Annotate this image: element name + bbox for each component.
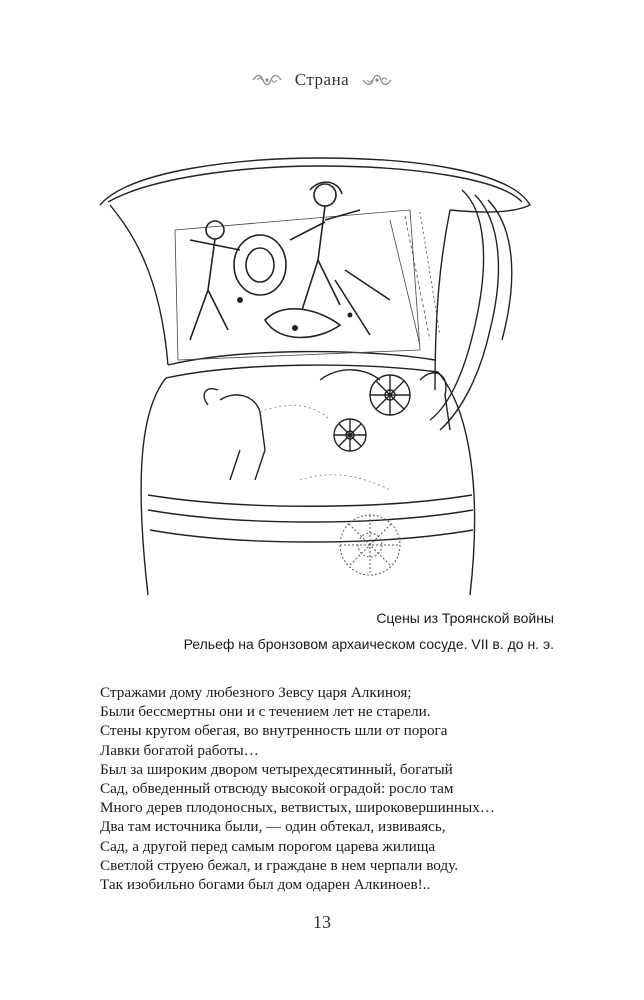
figure-caption-title: Сцены из Троянской войны xyxy=(376,610,554,626)
ornament-right-icon xyxy=(361,73,393,87)
poem-line: Так изобильно богами был дом одарен Алкиноев!.. xyxy=(100,876,431,894)
poem-line: Был за широким двором четырехдесятинный, богатый xyxy=(100,760,453,778)
figure-caption-subtitle: Рельеф на бронзовом архаическом сосуде. VII в. до н. э. xyxy=(183,636,554,652)
poem-line: Лавки богатой работы… xyxy=(100,741,259,759)
page-title: Страна xyxy=(294,70,350,89)
poem-block xyxy=(100,683,560,894)
running-header xyxy=(0,70,644,90)
page-number: 13 xyxy=(313,912,331,932)
poem-line: Были бессмертны они и с течением лет не старели. xyxy=(100,703,431,721)
poem-line: Стражами дому любезного Зевсу царя Алкиноя; xyxy=(100,684,412,701)
poem-line: Много дерев плодоносных, ветвистых, широковершинных… xyxy=(100,799,495,817)
poem-line: Сад, а другой перед самым порогом царева жилища xyxy=(100,837,436,855)
bronze-vessel-drawing xyxy=(90,150,550,605)
ornament-left-icon xyxy=(251,73,283,87)
poem-line: Светлой струею бежал, и граждане в нем черпали воду. xyxy=(100,856,459,874)
vase-relief-illustration xyxy=(90,150,550,605)
poem-line: Стены кругом обегая, во внутренность шли от порога xyxy=(100,722,448,740)
poem-line: Два там источника были, — один обтекал, извиваясь, xyxy=(100,818,446,836)
poem-line: Сад, обведенный отвсюду высокой оградой: росло там xyxy=(100,780,454,798)
